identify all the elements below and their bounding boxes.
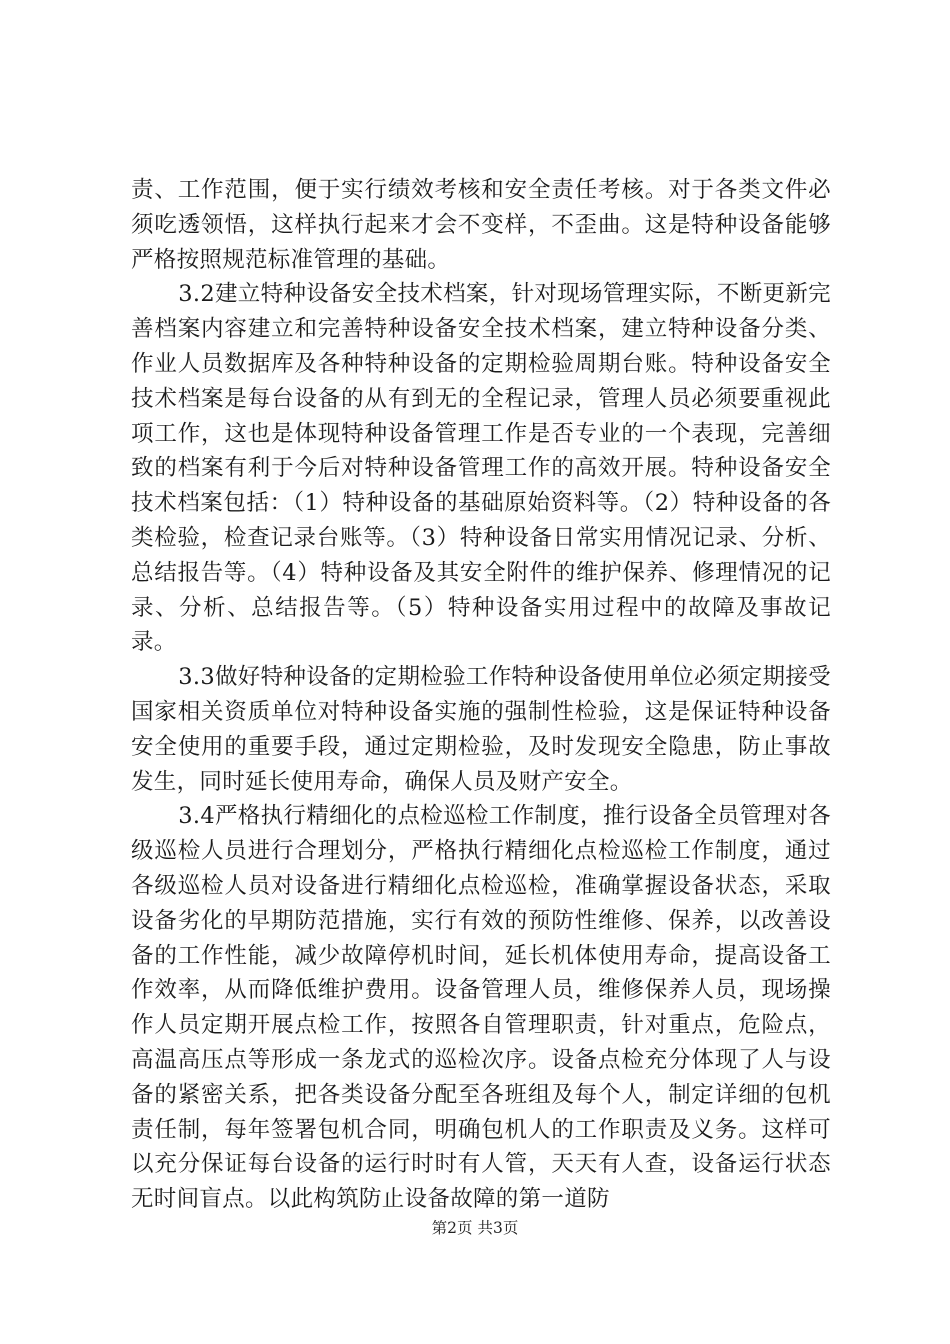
paragraph-3-4: 3.4严格执行精细化的点检巡检工作制度，推行设备全员管理对各级巡检人员进行合理划分，严格执行精细化点检巡检工作制度，通过各级巡检人员对设备进行精细化点检巡检，准确掌握设备状态，采取设备劣化的早期防范措施，实行有效的预防性维修、保养，以改善设备的工作性能，减少故障停机时间，延长机体使用寿命，提高设备工作效率，从而降低维护费用。设备管理人员，维修保养人员，现场操作人员定期开展点检工作，按照各自管理职责，针对重点，危险点，高温高压点等形成一条龙式的巡检次序。设备点检充分体现了人与设备的紧密关系，把各类设备分配至各班组及每个人，制定详细的包机责任制，每年签署包机合同，明确包机人的工作职责及义务。这样可以充分保证每台设备的运行时时有人管，天天有人查，设备运行状态无时间盲点。以此构筑防止设备故障的第一道防	[131, 803, 831, 1213]
document-body	[131, 173, 831, 1217]
paragraph-3-2: 3.2建立特种设备安全技术档案，针对现场管理实际，不断更新完善档案内容建立和完善特种设备安全技术档案，建立特种设备分类、作业人员数据库及各种特种设备的定期检验周期台账。特种设备安全技术档案是每台设备的从有到无的全程记录，管理人员必须要重视此项工作，这也是体现特种设备管理工作是否专业的一个表现，完善细致的档案有利于今后对特种设备管理工作的高效开展。特种设备安全技术档案包括：（1）特种设备的基础原始资料等。（2）特种设备的各类检验，检查记录台账等。（3）特种设备日常实用情况记录、分析、总结报告等。（4）特种设备及其安全附件的维护保养、修理情况的记录、分析、总结报告等。（5）特种设备实用过程中的故障及事故记录。	[131, 281, 831, 656]
paragraph-3-3: 3.3做好特种设备的定期检验工作特种设备使用单位必须定期接受国家相关资质单位对特种设备实施的强制性检验，这是保证特种设备安全使用的重要手段，通过定期检验，及时发现安全隐患，防止事故发生，同时延长使用寿命，确保人员及财产安全。	[131, 664, 831, 795]
page-footer: 第2页 共3页	[431, 1219, 519, 1237]
paragraph-continuation: 责、工作范围，便于实行绩效考核和安全责任考核。对于各类文件必须吃透领悟，这样执行起来才会不变样，不歪曲。这是特种设备能够严格按照规范标准管理的基础。	[131, 177, 831, 273]
